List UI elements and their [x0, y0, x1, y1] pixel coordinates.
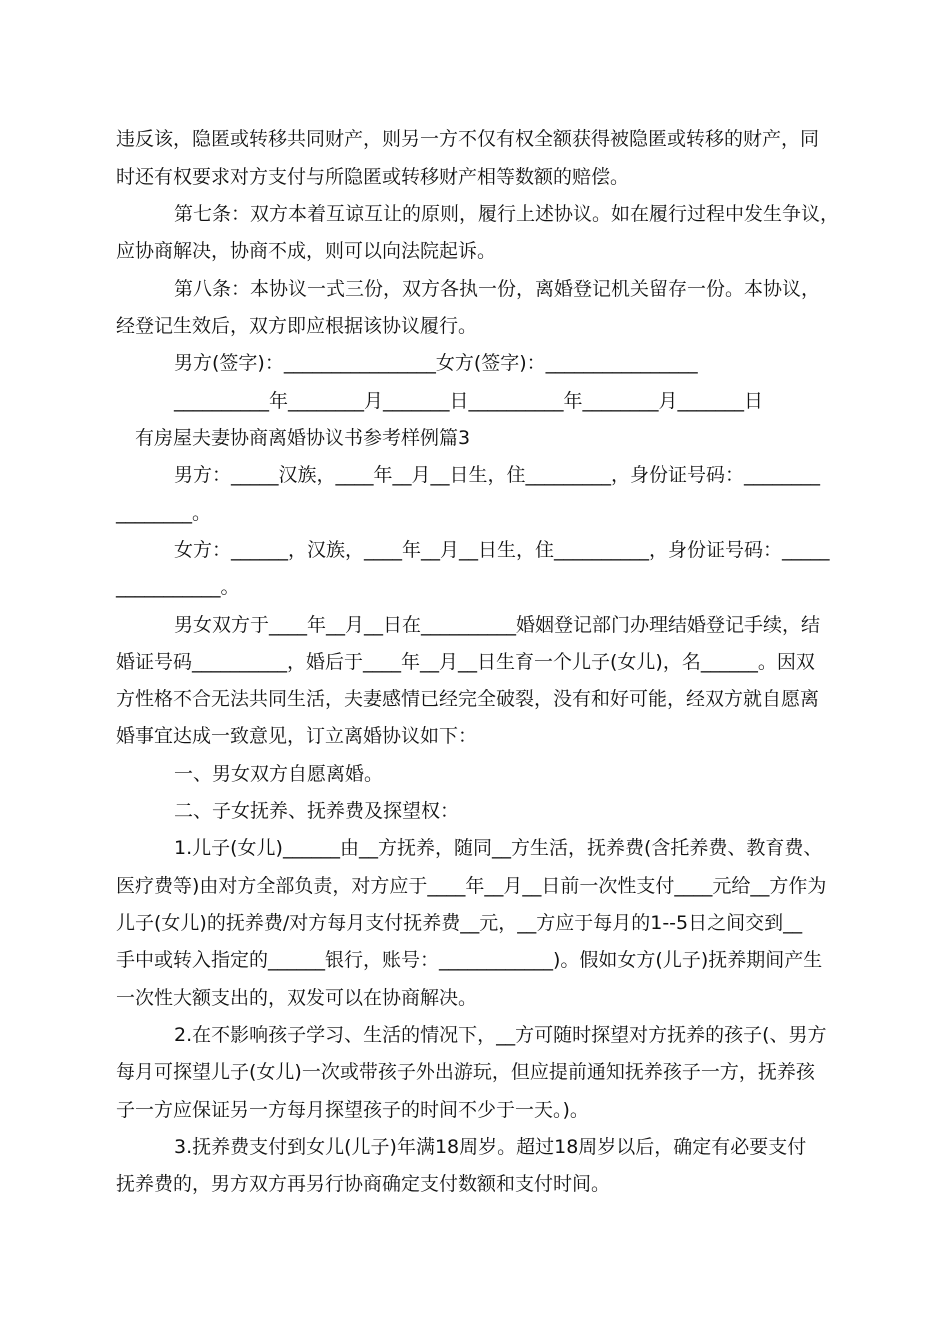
text-line: 1.儿子(女儿)______由__方抚养，随同__方生活，抚养费(含托养费、教育费、	[174, 837, 823, 859]
text-line: 男女双方于____年__月__日在__________婚姻登记部门办理结婚登记手续，结	[174, 614, 821, 636]
text-line: ________。	[116, 502, 212, 524]
text-line: 男方：_____汉族，____年__月__日生，住_________，身份证号码：________	[174, 464, 821, 486]
section-title: 有房屋夫妻协商离婚协议书参考样例篇3	[135, 427, 471, 449]
text-line: 一次性大额支出的，双发可以在协商解决。	[116, 987, 478, 1009]
text-line: 第八条：本协议一式三份，双方各执一份，离婚登记机关留存一份。本协议，	[174, 278, 821, 300]
text-line: 医疗费等)由对方全部负责，对方应于____年__月__日前一次性支付____元给__方作为	[116, 875, 827, 897]
text-line: 二、子女抚养、抚养费及探望权：	[174, 800, 460, 822]
text-line: 手中或转入指定的______银行，账号：____________)。假如女方(儿子)抚养期间产生	[116, 949, 823, 971]
text-line: 时还有权要求对方支付与所隐匿或转移财产相等数额的赔偿。	[116, 166, 630, 188]
text-line: 方性格不合无法共同生活，夫妻感情已经完全破裂，没有和好可能，经双方就自愿离	[116, 688, 820, 710]
text-line: ___________。	[116, 576, 240, 598]
text-line: 抚养费的，男方双方再另行协商确定支付数额和支付时间。	[116, 1173, 611, 1195]
text-line: 违反该，隐匿或转移共同财产，则另一方不仅有权全额获得被隐匿或转移的财产，同	[116, 128, 820, 150]
text-line: 子一方应保证另一方每月探望孩子的时间不少于一天。)。	[116, 1099, 589, 1121]
text-line: 一、男女双方自愿离婚。	[174, 763, 384, 785]
text-line: 儿子(女儿)的抚养费/对方每月支付抚养费__元，__方应于每月的1--5日之间交到__	[116, 912, 803, 934]
text-line: 每月可探望儿子(女儿)一次或带孩子外出游玩，但应提前通知抚养孩子一方，抚养孩	[116, 1061, 815, 1083]
text-line: 2.在不影响孩子学习、生活的情况下，__方可随时探望对方抚养的孩子(、男方	[174, 1024, 827, 1046]
text-line: 第七条：双方本着互谅互让的原则，履行上述协议。如在履行过程中发生争议，	[174, 203, 840, 225]
text-line: 应协商解决，协商不成，则可以向法院起诉。	[116, 240, 497, 262]
text-line: 婚证号码__________，婚后于____年__月__日生育一个儿子(女儿)，名______。因双	[116, 651, 815, 673]
text-line: 3.抚养费支付到女儿(儿子)年满18周岁。超过18周岁以后，确定有必要支付	[174, 1136, 807, 1158]
text-line: 婚事宜达成一致意见，订立离婚协议如下：	[116, 725, 478, 747]
date-line: __________年________月_______日__________年________月_______日	[174, 390, 764, 412]
text-line: 经登记生效后，双方即应根据该协议履行。	[116, 315, 478, 337]
text-line: 女方：______，汉族，____年__月__日生，住__________，身份证号码：_____	[174, 539, 830, 561]
signature-line: 男方(签字)：________________女方(签字)：________________	[174, 352, 698, 374]
